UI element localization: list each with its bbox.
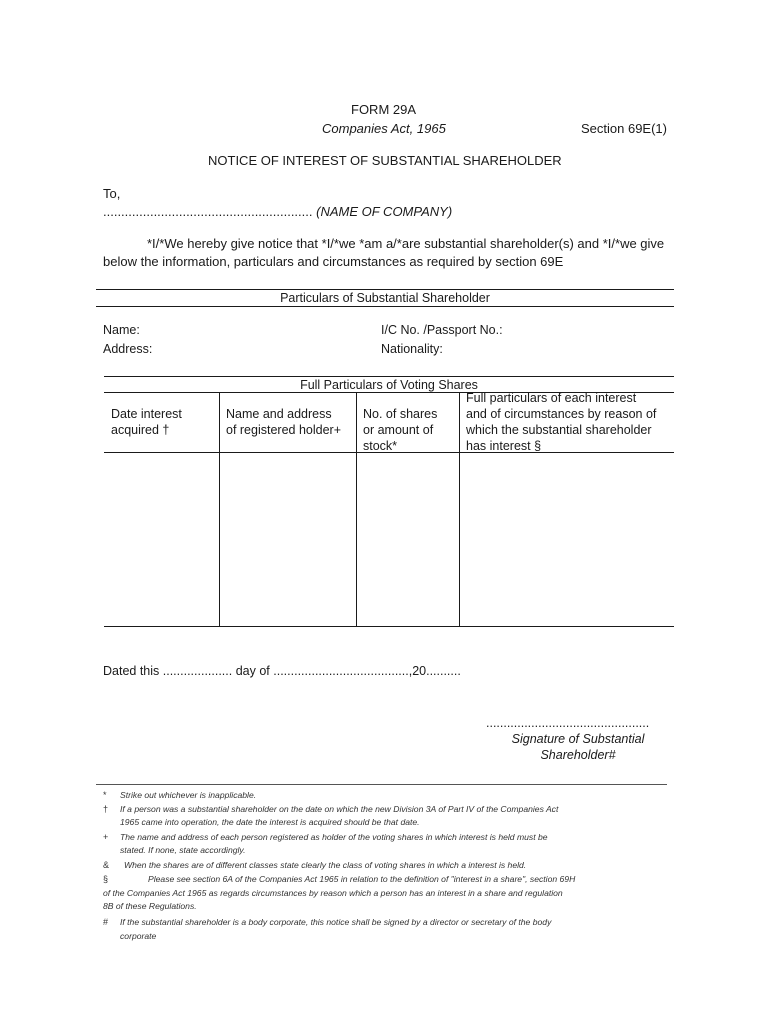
month-dots: ......................................., (273, 664, 413, 678)
nationality-label: Nationality: (381, 342, 443, 356)
column-divider (219, 393, 220, 626)
act-name: Companies Act, 1965 (322, 121, 446, 136)
footnote-text: corporate (120, 931, 157, 941)
footnote-text: Please see section 6A of the Companies Act 1965 in relation to the definition of "interest in a share", section 69H (148, 874, 576, 884)
footnote-text: When the shares are of different classes state clearly the class of voting shares in which a interest is held. (124, 860, 527, 870)
dated-label: Dated this (103, 664, 160, 678)
intro-line-1: *I/*We hereby give notice that *I/*we *am a/*are substantial shareholder(s) and *I/*we give (147, 236, 665, 251)
address-label: Address: (103, 342, 153, 356)
table-header-rule (104, 452, 674, 453)
column-header-shares: No. of shares or amount of stock* (363, 407, 438, 453)
footnote-text: The name and address of each person registered as holder of the voting shares in which interest is held must be (120, 832, 548, 842)
particulars-heading: Particulars of Substantial Shareholder (280, 291, 490, 305)
column-divider (356, 393, 357, 626)
dated-line[interactable] (103, 663, 461, 679)
signature-dots[interactable]: ............................................... (486, 716, 650, 730)
company-name-line[interactable] (103, 203, 452, 220)
footnote-symbol: + (103, 832, 109, 842)
footnote-symbol: * (103, 790, 107, 800)
company-label: (NAME OF COMPANY) (316, 204, 453, 219)
day-of-label: day of (235, 664, 270, 678)
to-label: To, (103, 186, 121, 201)
footnote-symbol: † (103, 804, 109, 814)
form-title: NOTICE OF INTEREST OF SUBSTANTIAL SHAREHOLDER (208, 153, 562, 168)
footnote-symbol: & (103, 860, 110, 870)
signature-label-1: Signature of Substantial (511, 732, 645, 746)
ic-passport-label: I/C No. /Passport No.: (381, 323, 503, 337)
column-header-particulars: Full particulars of each interest and of circumstances by reason of which the substantial shareholder has interest § (466, 391, 657, 453)
footnote-divider (96, 784, 667, 785)
table-bottom-rule (104, 626, 674, 627)
divider (96, 306, 674, 307)
form-number: FORM 29A (351, 102, 417, 117)
footnote-symbol: # (103, 917, 109, 927)
footnote-text: 8B of these Regulations. (103, 901, 197, 911)
year-field: 20.......... (412, 664, 461, 678)
footnote-text: stated. If none, state accordingly. (120, 845, 246, 855)
day-dots: .................... (162, 664, 233, 678)
footnote-symbol: § (103, 874, 109, 884)
column-divider (459, 393, 460, 626)
footnote-text: Strike out whichever is inapplicable. (120, 790, 257, 800)
name-label: Name: (103, 323, 140, 337)
footnote-text: If the substantial shareholder is a body corporate, this notice shall be signed by a director or secretary of the body (120, 917, 552, 927)
intro-line-2: below the information, particulars and circumstances as required by section 69E (103, 254, 564, 269)
column-header-date: Date interest acquired † (111, 407, 182, 437)
company-dots: .......................................................... (103, 204, 313, 219)
column-header-holder: Name and address of registered holder+ (226, 407, 342, 437)
voting-shares-heading: Full Particulars of Voting Shares (300, 378, 478, 392)
signature-label-2: Shareholder# (540, 748, 616, 762)
footnote-text: 1965 came into operation, the date the interest is acquired should be that date. (120, 817, 420, 827)
section-reference: Section 69E(1) (581, 121, 667, 136)
footnote-text: of the Companies Act 1965 as regards circumstances by reason which a person has an interest in a share and regulation (103, 888, 563, 898)
footnote-text: If a person was a substantial shareholder on the date on which the new Division 3A of Part IV of the Companies Act (120, 804, 559, 814)
